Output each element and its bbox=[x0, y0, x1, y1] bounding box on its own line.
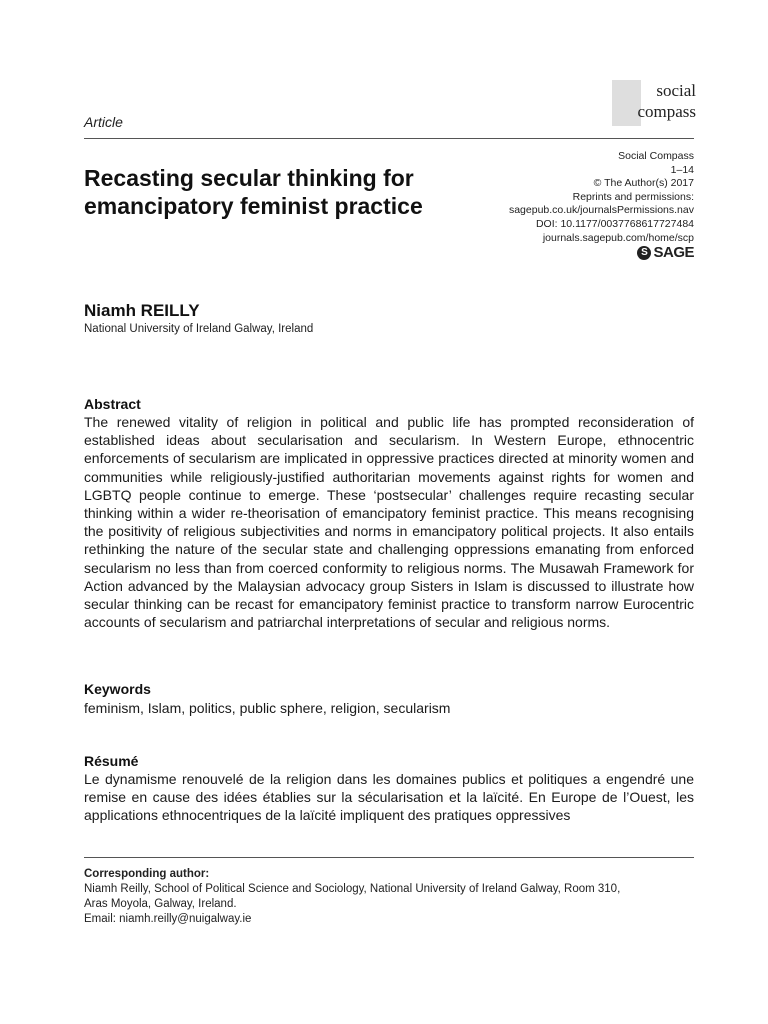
corresponding-label: Corresponding author: bbox=[84, 868, 210, 880]
corresponding-address-line1: Niamh Reilly, School of Political Science and Sociology, National University of Ireland Galway, Room 310, bbox=[84, 883, 621, 895]
author-name: Niamh REILLY bbox=[84, 301, 200, 320]
resume-heading: Résumé bbox=[84, 753, 139, 769]
meta-pages: 1–14 bbox=[670, 163, 694, 176]
meta-journal: Social Compass bbox=[618, 150, 694, 162]
sage-logo bbox=[637, 244, 694, 261]
keywords-heading: Keywords bbox=[84, 681, 151, 697]
journal-logo bbox=[612, 80, 696, 126]
logo-text bbox=[637, 80, 696, 122]
meta-journal-link[interactable]: journals.sagepub.com/home/scp bbox=[542, 231, 694, 244]
corresponding-author bbox=[84, 867, 620, 927]
keywords-text: feminism, Islam, politics, public sphere, religion, secularism bbox=[84, 700, 451, 716]
header-rule bbox=[84, 138, 694, 139]
logo-line-social: social bbox=[656, 81, 696, 100]
article-title: Recasting secular thinking for emancipatory feminist practice bbox=[84, 165, 423, 219]
logo-line-compass: compass bbox=[637, 102, 696, 121]
meta-copyright: © The Author(s) 2017 bbox=[593, 177, 694, 190]
meta-doi[interactable]: DOI: 10.1177/0037768617727484 bbox=[535, 217, 694, 230]
author-affiliation: National University of Ireland Galway, Ireland bbox=[84, 323, 314, 335]
resume-text: Le dynamisme renouvelé de la religion dans les domaines publics et politiques a engendré une remise en cause des idées établies sur la sécularisation et la laïcité. En Europe de l’Ouest, les applications ethnocentriques de la laïcité impliquent des pratiques oppressives bbox=[84, 771, 694, 824]
footnote-rule bbox=[84, 857, 694, 858]
meta-reprints: Reprints and permissions: bbox=[572, 190, 694, 203]
sage-wordmark: SAGE bbox=[653, 244, 694, 261]
abstract-heading: Abstract bbox=[84, 396, 141, 412]
corresponding-address-line2: Aras Moyola, Galway, Ireland. bbox=[84, 898, 237, 910]
publication-meta bbox=[509, 150, 694, 245]
abstract-text: The renewed vitality of religion in political and public life has prompted reconsideration of established ideas about secularisation and secularism. In Western Europe, ethnocentric enforcements of secularism are implicated in oppressive practices directed at minority women and communities while religiously-justified authoritarian movements against rights for women and LGBTQ people continue to emerge. These ‘postsecular’ challenges require recasting secular thinking within a wider re-theorisation of emancipatory feminist practice. This means recognising the positivity of religious subjectivities and norms in emancipatory political projects. It also entails rethinking the nature of the secular state and challenging oppressions emanating from enforced secularism no less than from coerced conformity to religious norms. The Musawah Framework for Action advanced by the Malaysian advocacy group Sisters in Islam is discussed to illustrate how secular thinking can be recast for emancipatory feminist practice to transform narrow Eurocentric accounts of secularism and patriarchal interpretations of secular and religious norms. bbox=[84, 414, 694, 631]
corresponding-email[interactable]: Email: niamh.reilly@nuigalway.ie bbox=[84, 913, 252, 925]
sage-logo-icon: S bbox=[637, 246, 651, 260]
article-type-label: Article bbox=[84, 114, 123, 130]
meta-permissions-link[interactable]: sagepub.co.uk/journalsPermissions.nav bbox=[508, 204, 694, 217]
